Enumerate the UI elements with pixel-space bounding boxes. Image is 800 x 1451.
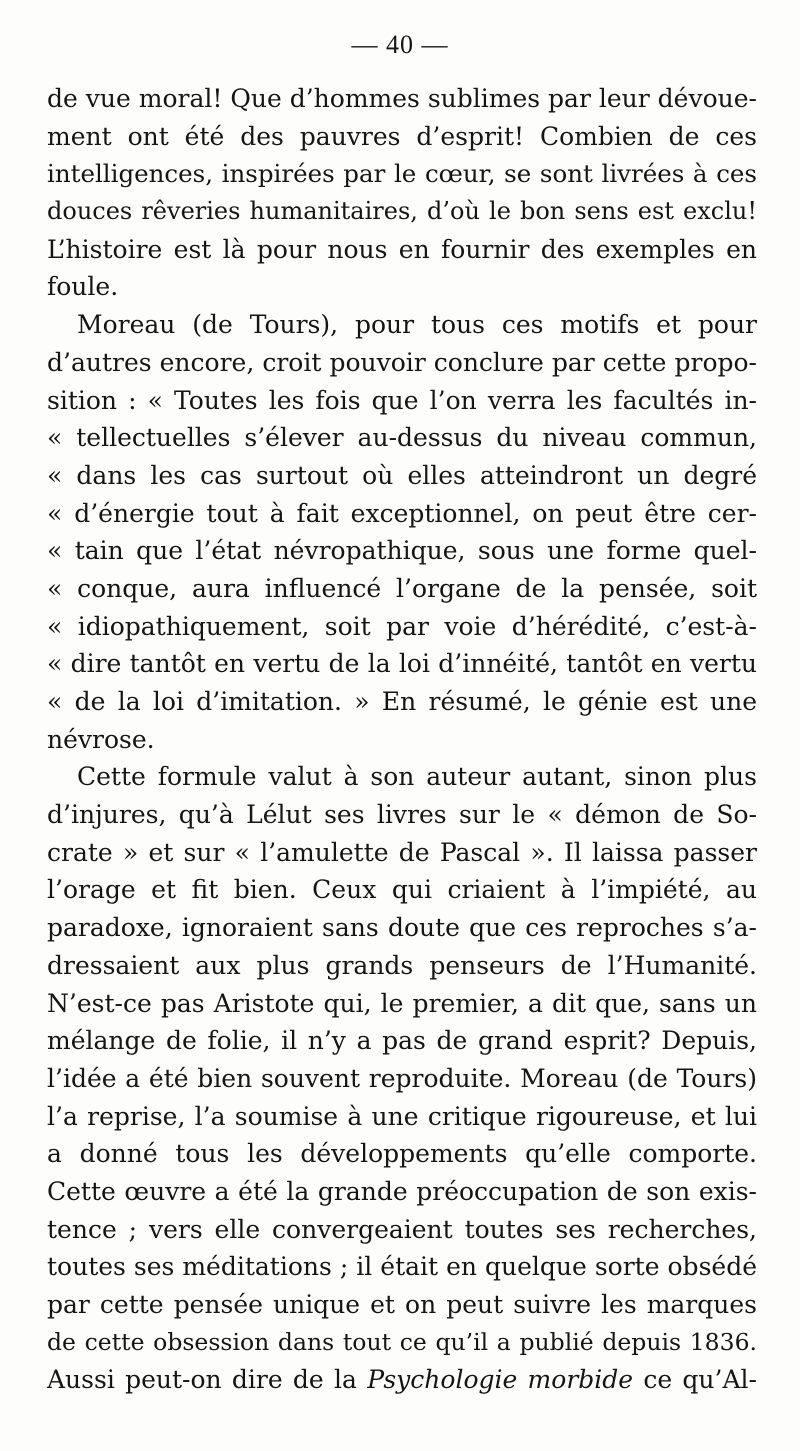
text-line: tence ; vers elle convergeaient toutes ses recherches,: [47, 1214, 757, 1244]
text-line: Moreau (de Tours), pour tous ces motifs et pour: [77, 310, 757, 340]
text-line: d’autres encore, croit pouvoir conclure par cette propo-: [47, 347, 757, 377]
text-line: douces rêveries humanitaires, d’où le bon sens est exclu!: [47, 197, 757, 226]
text-line: l’a reprise, l’a soumise à une critique rigoureuse, et lui: [47, 1101, 757, 1131]
text-line: N’est-ce pas Aristote qui, le premier, a dit que, sans un: [47, 988, 757, 1018]
text-line: a donné tous les développements qu’elle comporte.: [47, 1139, 757, 1169]
text-line: « idiopathiquement, soit par voie d’hérédité, c’est-à-: [47, 611, 757, 641]
text-line: « dans les cas surtout où elles atteindront un degré: [47, 460, 757, 490]
text-line: « de la loi d’imitation. » En résumé, le génie est une: [47, 687, 757, 716]
final-line-end: ce qu’Al-: [643, 1365, 757, 1395]
text-line: d’injures, qu’à Lélut ses livres sur le « démon de So-: [47, 800, 757, 830]
text-line: « tellectuelles s’élever au-dessus du niveau commun,: [47, 423, 757, 453]
page-number: — 40 —: [351, 30, 449, 59]
text-line: de cette obsession dans tout ce qu’il a publié depuis 1836.: [47, 1327, 757, 1356]
text-line: de vue moral! Que d’hommes sublimes par leur dévoue-: [47, 84, 757, 113]
text-line: « conque, aura influencé l’organe de la pensée, soit: [47, 573, 757, 603]
text-line: ment ont été des pauvres d’esprit! Combien de ces: [47, 121, 757, 151]
text-line: névrose.: [47, 724, 155, 754]
text-line: Cette œuvre a été la grande préoccupation de son exis-: [47, 1176, 757, 1206]
final-line-start: Aussi peut-on dire de la: [47, 1365, 357, 1395]
text-line: sition : « Toutes les fois que l’on verra les facultés in-: [47, 385, 757, 415]
text-line: Cette formule valut à son auteur autant, sinon plus: [77, 762, 757, 792]
text-line: L’histoire est là pour nous en fournir des exemples en: [47, 234, 757, 264]
text-line: intelligences, inspirées par le cœur, se sont livrées à ces: [47, 159, 757, 189]
text-line: l’orage et fit bien. Ceux qui criaient à l’impiété, au: [47, 875, 757, 905]
text-line: foule.: [47, 272, 119, 302]
text-line: « d’énergie tout à fait exceptionnel, on peut être cer-: [47, 498, 757, 528]
text-line: par cette pensée unique et on peut suivre les marques: [47, 1290, 757, 1319]
text-line-final: [47, 1361, 757, 1399]
text-line: paradoxe, ignoraient sans doute que ces reproches s’a-: [47, 913, 757, 943]
text-line: toutes ses méditations ; il était en quelque sorte obsédé: [47, 1252, 757, 1282]
text-line: l’idée a été bien souvent reproduite. Moreau (de Tours): [47, 1063, 757, 1093]
text-line: « dire tantôt en vertu de la loi d’innéité, tantôt en vertu: [47, 649, 757, 679]
book-title-italic: Psychologie morbide: [367, 1365, 634, 1395]
text-line: « tain que l’état névropathique, sous une forme quel-: [47, 536, 757, 566]
text-line: dressaient aux plus grands penseurs de l’Humanité.: [47, 950, 757, 980]
text-line: crate » et sur « l’amulette de Pascal ». Il laissa passer: [47, 837, 757, 867]
body-text: [47, 80, 757, 1399]
text-line: mélange de folie, il n’y a pas de grand esprit? Depuis,: [47, 1026, 757, 1056]
